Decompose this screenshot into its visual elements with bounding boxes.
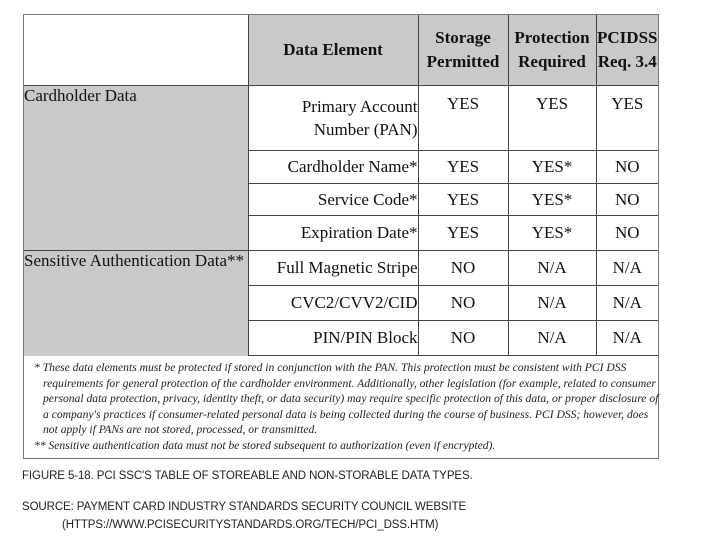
storage-cell: NO	[418, 251, 508, 286]
data-element-cell: CVC2/CVV2/CID	[248, 286, 418, 321]
header-storage-permitted: Storage Permitted	[418, 15, 508, 86]
category-cardholder-data: Cardholder Data	[24, 86, 248, 251]
protection-cell: YES*	[508, 216, 596, 251]
pcidss-cell: NO	[596, 184, 658, 216]
data-element-cell: Full Magnetic Stripe	[248, 251, 418, 286]
storage-cell: YES	[418, 86, 508, 151]
protection-cell: N/A	[508, 251, 596, 286]
header-protection-required: Protection Required	[508, 15, 596, 86]
header-data-element: Data Element	[248, 15, 418, 86]
pci-data-table	[24, 15, 658, 356]
table-row	[24, 86, 658, 151]
pcidss-cell: YES	[596, 86, 658, 151]
header-row	[24, 15, 658, 86]
storage-cell: YES	[418, 151, 508, 184]
protection-cell: N/A	[508, 286, 596, 321]
source-url: (HTTPS://WWW.PCISECURITYSTANDARDS.ORG/TECH/PCI_DSS.HTM)	[62, 519, 439, 531]
pcidss-cell: NO	[596, 151, 658, 184]
pcidss-cell: N/A	[596, 286, 658, 321]
source-citation	[22, 498, 466, 534]
storage-cell: NO	[418, 286, 508, 321]
source-line: SOURCE: PAYMENT CARD INDUSTRY STANDARDS SECURITY COUNCIL WEBSITE	[22, 501, 467, 513]
header-blank-cell	[24, 15, 248, 86]
protection-cell: YES*	[508, 151, 596, 184]
footnotes	[34, 360, 659, 453]
pcidss-cell: NO	[596, 216, 658, 251]
data-element-cell: Expiration Date*	[248, 216, 418, 251]
storage-cell: YES	[418, 184, 508, 216]
footnote-single-asterisk: * These data elements must be protected if stored in conjunction with the PAN. This protection must be consistent with PCI DSS requirements for general protection of the cardholder environment. Additionally, other legislation (for example, related to consumer personal data protection, privacy, identity theft, or data security) may require specific protection of this data, or proper disclosure of a company's practices if consumer-related personal data is being collected during the course of business. PCI DSS; however, does not apply if PANs are not stored, processed, or transmitted.	[34, 361, 659, 436]
storage-cell: YES	[418, 216, 508, 251]
figure-caption: FIGURE 5-18. PCI SSC'S TABLE OF STOREABLE AND NON-STORABLE DATA TYPES.	[22, 470, 473, 482]
protection-cell: YES	[508, 86, 596, 151]
header-pcidss-req: PCIDSS Req. 3.4	[596, 15, 658, 86]
pcidss-cell: N/A	[596, 321, 658, 356]
data-element-cell: PIN/PIN Block	[248, 321, 418, 356]
data-element-cell: Cardholder Name*	[248, 151, 418, 184]
category-sensitive-authentication-data: Sensitive Authentication Data**	[24, 251, 248, 356]
data-element-cell: Service Code*	[248, 184, 418, 216]
protection-cell: N/A	[508, 321, 596, 356]
table-row	[24, 251, 658, 286]
protection-cell: YES*	[508, 184, 596, 216]
storage-cell: NO	[418, 321, 508, 356]
pcidss-cell: N/A	[596, 251, 658, 286]
data-element-cell: Primary Account Number (PAN)	[248, 86, 418, 151]
footnote-double-asterisk: ** Sensitive authentication data must not be stored subsequent to authorization (even if encrypted).	[34, 438, 496, 452]
